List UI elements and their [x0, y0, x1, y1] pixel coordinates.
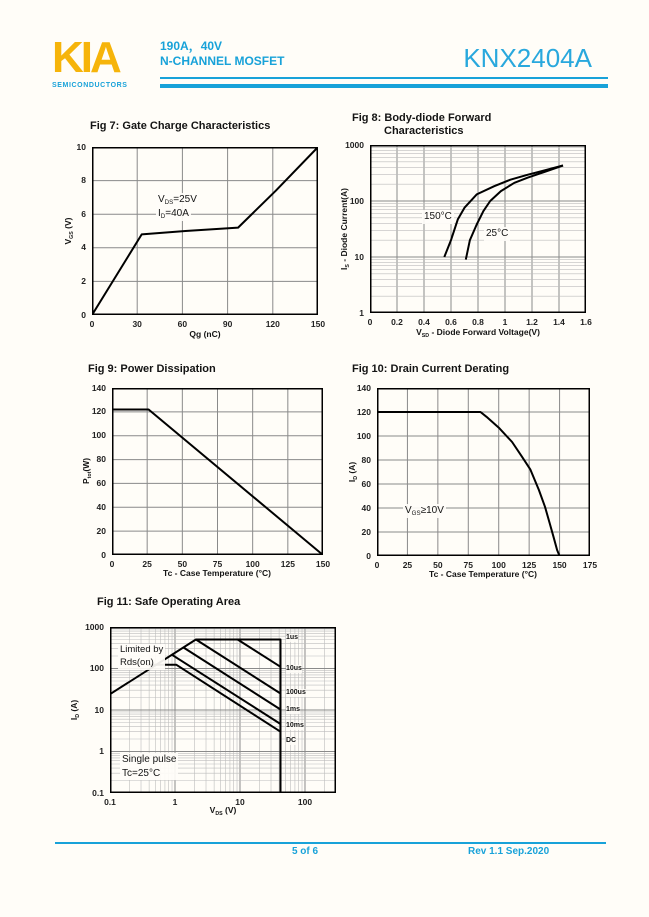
x-tick-label: 50	[177, 559, 188, 569]
fig11-single-pulse-line2: Tc=25°C	[122, 767, 161, 779]
fig11-rds-limit-line1: Limited by	[120, 644, 164, 655]
fig10-x-axis-label: Tc - Case Temperature (°C)	[429, 569, 537, 579]
y-tick-label: 60	[96, 477, 106, 488]
fig9-plot-area	[112, 388, 323, 555]
x-tick-label: 1	[502, 317, 508, 327]
fig7-title: Fig 7: Gate Charge Characteristics	[90, 120, 271, 132]
fig11-plot-area	[110, 627, 336, 793]
y-tick-label: 1000	[85, 621, 104, 632]
x-tick-label: 1	[172, 797, 178, 807]
fig7-plot	[92, 147, 318, 315]
y-tick-label: 100	[356, 430, 371, 441]
fig9-plot	[112, 388, 323, 555]
y-tick-label: 4	[81, 242, 86, 253]
y-tick-label: 0	[81, 309, 86, 320]
x-tick-label: 0.8	[472, 317, 484, 327]
x-tick-label: 50	[433, 560, 443, 570]
x-tick-label: 0.2	[391, 317, 403, 327]
x-tick-label: 30	[132, 319, 142, 329]
x-tick-label: 0	[367, 317, 373, 327]
kia-logo: KIA	[52, 33, 119, 82]
y-tick-label: 100	[89, 663, 104, 673]
y-tick-label: 140	[356, 382, 371, 393]
x-tick-label: 0	[89, 319, 95, 329]
x-tick-label: 25	[142, 559, 152, 569]
y-tick-label: 80	[361, 454, 371, 465]
y-tick-label: 40	[361, 502, 371, 513]
fig11-1us-label: 1us	[286, 634, 299, 641]
y-tick-label: 2	[81, 275, 86, 286]
fig8-x-axis-label: VSD - Diode Forward Voltage(V)	[416, 327, 540, 339]
fig8-plot	[370, 145, 586, 313]
fig10-plot-area	[377, 388, 590, 556]
fig8-title-line2: Characteristics	[384, 125, 464, 137]
y-tick-label: 1	[99, 746, 104, 756]
x-tick-label: 100	[491, 560, 506, 570]
fig8-150c-label: 150°C	[424, 211, 452, 222]
fig10-title: Fig 10: Drain Current Derating	[352, 363, 510, 375]
x-tick-label: 25	[402, 560, 413, 570]
y-tick-label: 140	[91, 382, 106, 393]
page-number: 5 of 6	[291, 846, 319, 857]
fig7-vds-annotation: VDS=25V	[158, 194, 197, 206]
x-tick-label: 175	[582, 560, 598, 570]
fig11-1ms-label: 1ms	[286, 706, 301, 713]
kia-logo-subtext: SEMICONDUCTORS	[52, 82, 128, 89]
header-rule-thin	[160, 77, 608, 79]
fig10-y-axis-label: ID (A)	[347, 461, 359, 483]
fig9-title: Fig 9: Power Dissipation	[88, 363, 216, 375]
x-tick-label: 150	[315, 559, 331, 569]
x-tick-label: 1.4	[553, 317, 565, 327]
x-tick-label: 0.1	[104, 797, 116, 807]
fig10-vgs-annotation: VGS≥10V	[405, 505, 444, 517]
x-tick-label: 125	[280, 559, 295, 569]
fig11-single-pulse-line1: Single pulse	[122, 754, 177, 765]
x-tick-label: 150	[552, 560, 567, 570]
x-tick-label: 120	[265, 319, 280, 329]
y-tick-label: 20	[96, 525, 106, 536]
y-tick-label: 10	[354, 251, 364, 262]
y-tick-label: 120	[91, 406, 106, 417]
x-tick-label: 60	[177, 319, 188, 329]
y-tick-label: 80	[96, 454, 106, 465]
y-tick-label: 20	[361, 526, 371, 537]
x-tick-label: 0.6	[445, 317, 457, 327]
x-tick-label: 1.2	[526, 317, 538, 327]
fig9-y-axis-label: Ptot(W)	[81, 457, 93, 485]
y-tick-label: 0	[366, 550, 371, 561]
fig11-rds-limit-line2: Rds(on)	[120, 656, 154, 668]
y-tick-label: 120	[356, 406, 371, 417]
fig11-dc-label: DC	[286, 737, 297, 744]
part-number: KNX2404A	[463, 43, 592, 73]
fig11-y-axis-label: ID (A)	[69, 699, 81, 721]
x-tick-label: 1.6	[580, 317, 592, 327]
x-tick-label: 0.4	[418, 317, 430, 327]
y-tick-label: 10	[76, 141, 86, 152]
device-rating: 190A，40V	[160, 39, 223, 53]
fig11-x-axis-label: VDS (V)	[209, 805, 237, 817]
y-tick-label: 60	[361, 478, 371, 489]
x-tick-label: 125	[522, 560, 537, 570]
fig11-10us-label: 10us	[286, 665, 302, 672]
fig8-plot-area	[370, 145, 586, 313]
fig7-x-axis-label: Qg (nC)	[189, 329, 221, 339]
x-tick-label: 75	[463, 560, 474, 570]
fig11-10ms-label: 10ms	[286, 722, 304, 729]
fig8-y-axis-label: IS - Diode Current(A)	[339, 188, 351, 270]
fig9-x-axis-label: Tc - Case Temperature (°C)	[163, 568, 271, 578]
fig8-25c-label: 25°C	[486, 228, 509, 239]
x-tick-label: 75	[212, 559, 223, 569]
fig8-title-line1: Fig 8: Body-diode Forward	[352, 112, 492, 124]
x-tick-label: 0	[374, 560, 380, 570]
x-tick-label: 90	[222, 319, 233, 329]
x-tick-label: 150	[310, 319, 326, 329]
x-tick-label: 100	[245, 559, 260, 569]
fig11-title: Fig 11: Safe Operating Area	[97, 596, 241, 608]
x-tick-label: 100	[297, 797, 313, 807]
fig11-single-pulse-annotation	[120, 753, 178, 780]
fig7-y-axis-label: VGS (V)	[63, 217, 75, 245]
fig11-rds-limit-annotation	[118, 644, 165, 670]
footer-rule	[55, 842, 606, 844]
y-tick-label: 0.1	[92, 787, 104, 798]
device-type: N-CHANNEL MOSFET	[160, 54, 285, 68]
revision-label: Rev 1.1 Sep.2020	[468, 846, 550, 857]
y-tick-label: 1000	[345, 139, 364, 150]
fig7-id-annotation: ID=40A	[158, 208, 189, 220]
fig11-plot	[110, 627, 336, 793]
y-tick-label: 8	[81, 175, 86, 186]
y-tick-label: 40	[96, 501, 106, 512]
y-tick-label: 0	[101, 549, 106, 560]
x-tick-label: 10	[235, 797, 245, 807]
fig10-plot	[377, 388, 590, 556]
y-tick-label: 100	[91, 430, 106, 441]
fig7-plot-area	[92, 147, 318, 315]
fig11-100us-label: 100us	[286, 689, 306, 696]
y-tick-label: 6	[81, 208, 86, 219]
y-tick-label: 10	[94, 704, 104, 715]
y-tick-label: 1	[359, 307, 364, 318]
x-tick-label: 0	[109, 559, 115, 569]
y-tick-label: 100	[349, 195, 364, 206]
header-rule-thick	[160, 84, 608, 88]
